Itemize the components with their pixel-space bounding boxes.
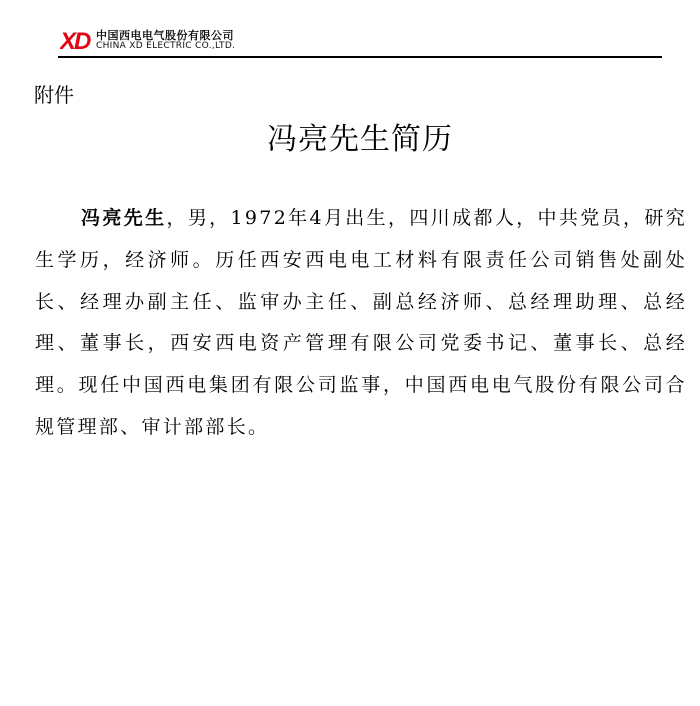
logo-lettering: XD: [60, 28, 90, 52]
document-title: 冯亮先生简历: [267, 122, 453, 157]
biography-paragraph: [35, 198, 687, 449]
biography-text: ，男，1972年4月出生，四川成都人，中共党员，研究生学历，经济师。历任西安西电电工材料有限责任公司销售处副处长、经理办副主任、监审办主任、副总经济师、总经理助理、总经理、董事长，西安西电资产管理有限公司党委书记、董事长、总经理。现任中国西电集团有限公司监事，中国西电电气股份有限公司合规管理部、审计部部长。: [35, 207, 688, 438]
person-name: 冯亮先生: [81, 207, 167, 229]
company-name-cn: 中国西电电气股份有限公司: [96, 29, 234, 42]
letterhead: [58, 28, 662, 58]
attachment-label: 附件: [34, 83, 74, 107]
company-logo: [60, 28, 92, 52]
company-name-en: CHINA XD ELECTRIC CO.,LTD.: [96, 41, 236, 51]
